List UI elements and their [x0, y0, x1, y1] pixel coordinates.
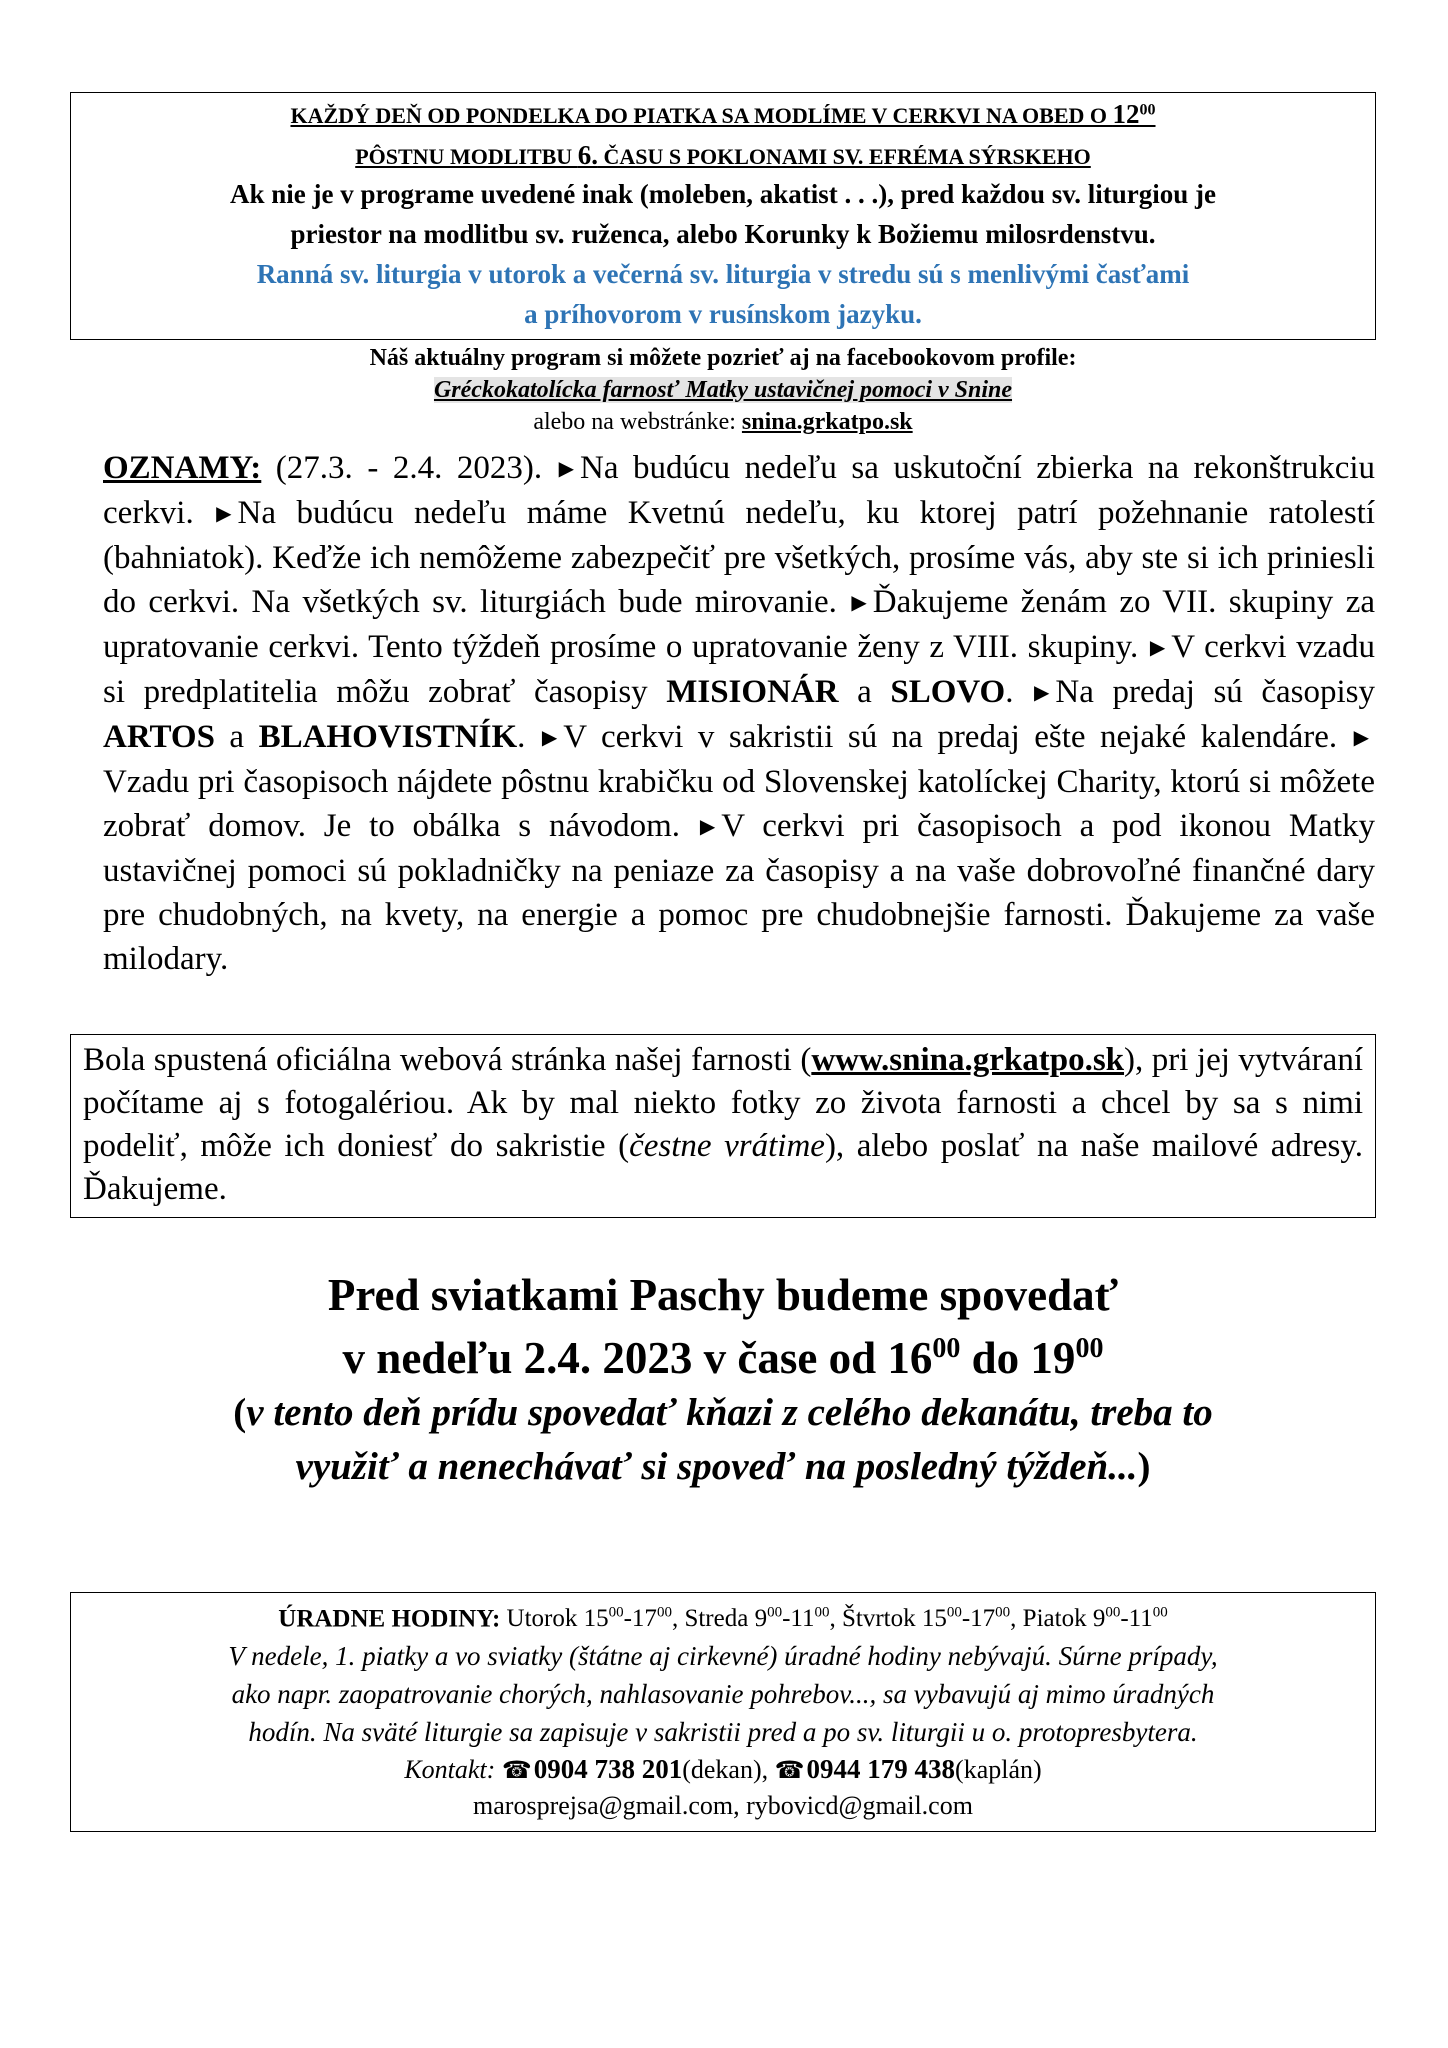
- prayer-info-box: [70, 92, 1376, 340]
- online-program-info: Náš aktuálny program si môžete pozrieť aj na facebookovom profile: Gréckokatolícka farnosť Matky ustavičnej pomoci v Snine alebo na webstránke: snina.grkatpo.sk: [369, 345, 1077, 435]
- announcement-text: Na predaj sú časopisy: [1055, 674, 1376, 710]
- announcements-heading: OZNAMY:: [103, 450, 262, 486]
- website-link[interactable]: snina.grkatpo.sk: [741, 409, 913, 435]
- noon-time: 12: [1112, 99, 1140, 129]
- triangle-right-icon: ▶: [699, 816, 716, 838]
- contact-line: Kontakt: ☎0904 738 201(dekan), ☎0944 179 438(kaplán): [71, 1751, 1375, 1789]
- triangle-right-icon: ▶: [1034, 682, 1050, 704]
- office-hours-day: Piatok $9^{00}-11^{00}$: [1016, 1605, 1168, 1633]
- announcement-text: Ďakujeme ženám zo VII. skupiny za upratovanie cerkvi. Tento týždeň prosíme o upratovanie ženy z VIII. skupiny.: [103, 584, 1375, 665]
- announcement-text: MISIONÁR: [666, 674, 839, 710]
- announcement-text: V cerkvi v sakristii sú na predaj ešte nejaké kalendáre.: [563, 719, 1338, 755]
- announcement-text: Na budúcu nedeľu sa uskutoční zbierka na rekonštrukciu cerkvi.: [103, 450, 1376, 531]
- triangle-right-icon: ▶: [558, 458, 575, 480]
- office-hours-day: Streda $9^{00}-11^{00}$,: [678, 1605, 836, 1633]
- website-notice-box: Bola spustená oficiálna webová stránka našej farnosti (www.snina.grkatpo.sk), pri jej vytváraní počítame aj s fotogalériou. Ak by mal niekto fotky zo života farnosti a chcel by sa s nimi podeliť, môže ich doniesť do sakristie (čestne vrátime), alebo poslať na naše mailové adresy. Ďakujeme.: [70, 1034, 1376, 1218]
- office-hours-day: Štvrtok $15^{00}-17^{00}$,: [835, 1605, 1017, 1633]
- triangle-right-icon: ▶: [851, 592, 867, 614]
- announcements: [103, 446, 1375, 981]
- office-hours-line: [71, 1595, 1375, 1637]
- announcement-text: BLAHOVISTNÍK: [258, 719, 518, 755]
- confession-announcement: Pred sviatkami Paschy budeme spovedať v nedeľu 2.4. 2023 v čase od $16^{00}$ do $19^{00}$ (v tento deň prídu spovedať kňazi z celého dekanátu, treba to využiť a nenechávať si spoveď na posledný týždeň...): [233, 1270, 1213, 1488]
- phone-dekan[interactable]: 0904 738 201: [533, 1754, 683, 1785]
- announcement-text: V cerkvi vzadu si predplatitelia môžu zobrať časopisy: [103, 629, 1375, 710]
- announcement-text: .: [517, 719, 526, 755]
- announcement-text: V cerkvi pri časopisoch a pod ikonou Matky ustavičnej pomoci sú pokladničky na peniaze za časopisy a na vaše dobrovoľné finančné dary pre chudobných, na kvety, na energie a pomoc pre chudobnejšie farnosti. Ďakujeme za vaše milodary.: [103, 808, 1375, 977]
- announcement-text: Vzadu pri časopisoch nájdete pôstnu krabičku od Slovenskej katolíckej Charity, ktorú si môžete zobrať domov. Je to obálka s návodom.: [103, 764, 1375, 844]
- phone-icon: ☎: [774, 1758, 805, 1785]
- announcement-text: SLOVO: [890, 674, 1006, 710]
- triangle-right-icon: ▶: [1353, 727, 1369, 749]
- office-note: V nedele, 1. piatky a vo sviatky (štátne aj cirkevné) úradné hodiny nebývajú. Súrne prípady, ako napr. zaopatrovanie chorých, nahlasovanie pohrebov..., sa vybavujú aj mimo úradných hodín. Na sväté liturgie sa zapisuje v sakristii pred a po sv. liturgii u o. protopresbytera.: [228, 1641, 1218, 1748]
- announcement-text: Na budúcu nedeľu máme Kvetnú nedeľu, ku ktorej patrí požehnanie ratolestí (bahniatok). Keďže ich nemôžeme zabezpečiť pre všetkých, prosíme vás, aby ste si ich priniesli do cerkvi. Na všetkých sv. liturgiách bude mirovanie.: [103, 495, 1376, 620]
- noon-prayer-line: KAŽDÝ DEŇ OD PONDELKA DO PIATKA SA MODLÍME V CERKVI NA OBED O $12^{00}$: [290, 99, 1156, 129]
- rusyn-liturgy-info: Ranná sv. liturgia v utorok a večerná sv. liturgia v stredu sú s menlivými časťami a príhovorom v rusínskom jazyku.: [256, 258, 1190, 329]
- phone-kaplan[interactable]: 0944 179 438: [806, 1754, 956, 1785]
- lenten-prayer-line: PÔSTNU MODLITBU 6. ČASU S POKLONAMI SV. EFRÉMA SÝRSKEHO: [355, 139, 1091, 170]
- rosary-info: Ak nie je v programe uvedené inak (moleben, akatist . . .), pred každou sv. liturgiou je priestor na modlitbu sv. ruženca, alebo Korunky k Božiemu milosrdenstvu.: [229, 178, 1217, 249]
- office-hours-box: [70, 1592, 1376, 1832]
- triangle-right-icon: ▶: [216, 503, 232, 525]
- office-hours-heading: ÚRADNE HODINY:: [278, 1605, 501, 1633]
- facebook-profile-link[interactable]: Gréckokatolícka farnosť Matky ustavičnej pomoci v Snine: [433, 377, 1013, 403]
- announcement-text: a: [214, 719, 259, 755]
- announcement-text: .: [1005, 674, 1014, 710]
- email-addresses[interactable]: marosprejsa@gmail.com, rybovicd@gmail.com: [473, 1791, 973, 1821]
- triangle-right-icon: ▶: [541, 727, 558, 749]
- announcement-text: ARTOS: [103, 719, 215, 755]
- website-url-link[interactable]: www.snina.grkatpo.sk: [811, 1042, 1125, 1078]
- announcements-dates: (27.3. - 2.4. 2023).: [261, 450, 543, 486]
- triangle-right-icon: ▶: [1149, 637, 1166, 659]
- phone-icon: ☎: [501, 1758, 532, 1785]
- office-hours-day: Utorok $15^{00}-17^{00}$,: [500, 1605, 679, 1633]
- announcement-text: a: [838, 674, 891, 710]
